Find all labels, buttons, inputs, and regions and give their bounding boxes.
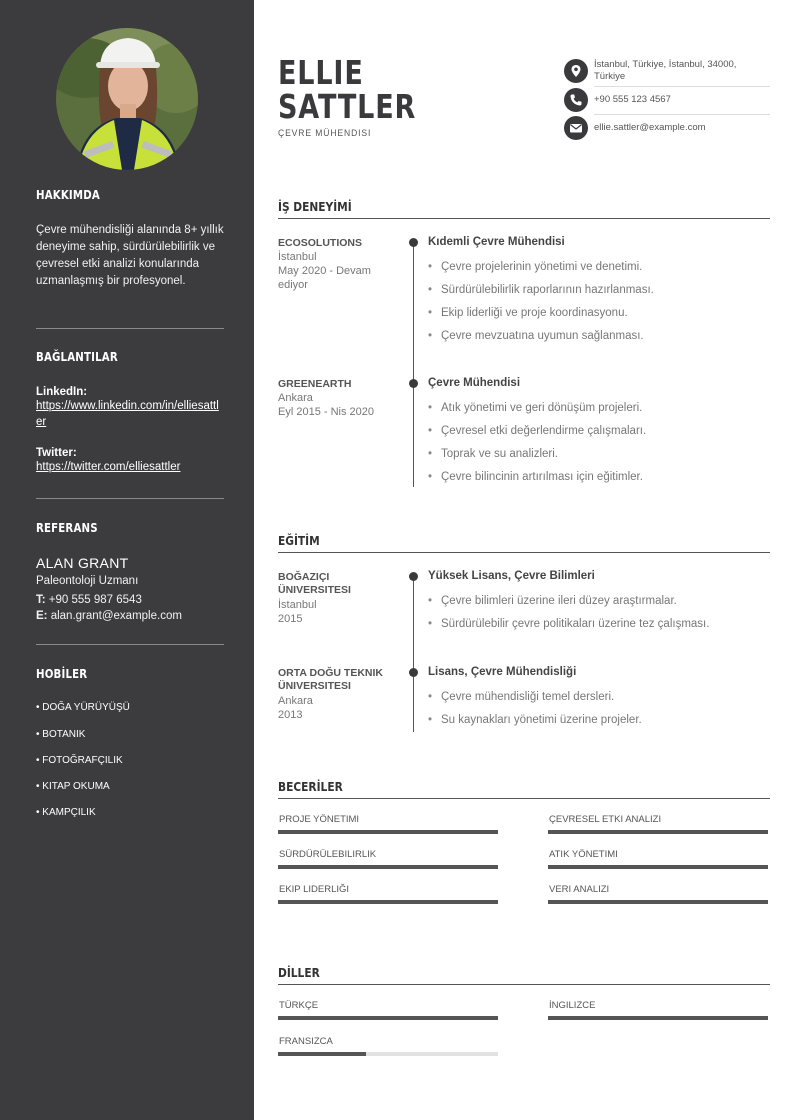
education-school: ORTA DOĞU TEKNIK ÜNIVERSITESI [278,667,383,692]
education-school: BOĞAZIÇI ÜNIVERSITESI [278,571,351,596]
reference-title: REFERANS [36,521,98,535]
experience-bullet: • Çevre projelerinin yönetimi ve denetimi. [428,261,642,273]
skill-name: PROJE YÖNETIMI [279,814,360,825]
skill-bar-fill [278,830,498,834]
email-text[interactable]: ellie.sattler@example.com [594,122,706,133]
phone-icon [564,88,588,112]
skill-bar-fill [548,830,768,834]
reference-section [36,521,224,535]
section-divider [278,552,770,553]
section-divider [278,798,770,799]
skill-bar-track [548,830,768,834]
experience-title: İŞ DENEYİMİ [278,199,352,214]
address-text: İstanbul, Türkiye, İstanbul, 34000, Türkiye [594,59,737,82]
sidebar-divider [36,328,224,329]
languages-title: DİLLER [278,965,320,980]
skill-bar-track [278,830,498,834]
about-body [36,222,224,290]
skill-bar-track [548,900,768,904]
education-bullet: • Su kaynakları yönetimi üzerine projeler. [428,714,642,726]
last-name: SATTLER [278,87,417,126]
language-name: TÜRKÇE [279,1000,319,1011]
skill-name: VERI ANALIZI [549,884,610,895]
language-bar-track [278,1052,498,1056]
language-item [278,1000,498,1020]
experience-bullet: • Çevre bilincinin artırılması için eğitimler. [428,471,643,483]
language-name: FRANSIZCA [279,1036,333,1047]
language-bar-fill [548,1016,768,1020]
hobby-item: • KITAP OKUMA [36,781,110,792]
hobby-item: • DOĞA YÜRÜYÜŞÜ [36,702,130,713]
education-year: 2013 [278,709,303,721]
education-year: 2015 [278,613,303,625]
skill-name: SÜRDÜRÜLEBILIRLIK [279,849,377,860]
mail-icon [564,116,588,140]
section-divider [278,218,770,219]
education-location: İstanbul [278,599,317,611]
experience-dates: May 2020 - Devam ediyor [278,265,371,291]
language-name: İNGILIZCE [549,1000,596,1011]
experience-bullet: • Atık yönetimi ve geri dönüşüm projeleri. [428,402,642,414]
experience-timeline [413,243,414,487]
skill-name: ATIK YÖNETIMI [549,849,618,860]
twitter-block [36,447,224,475]
skills-title: BECERİLER [278,779,343,794]
twitter-link[interactable]: https://twitter.com/elliesattler [36,461,181,473]
candidate-name [278,53,417,126]
skill-item [278,814,498,834]
skill-bar-track [278,900,498,904]
links-title: BAĞLANTILAR [36,350,118,364]
experience-role: Kıdemli Çevre Mühendisi [428,236,565,248]
phone-text: +90 555 123 4567 [594,94,671,105]
education-bullet: • Sürdürülebilir çevre politikaları üzerine tez çalışması. [428,618,709,630]
section-divider [278,984,770,985]
sidebar-divider [36,498,224,499]
experience-org: GREENEARTH [278,378,352,390]
contact-address [564,59,770,83]
skill-item [548,849,768,869]
experience-dates: Eyl 2015 - Nis 2020 [278,406,374,418]
contact-email [564,116,770,140]
reference-phone-label: T: [36,594,46,606]
experience-location: Ankara [278,392,313,404]
links-section [36,350,224,364]
skill-item [548,814,768,834]
skill-bar-track [548,865,768,869]
twitter-label: Twitter: [36,447,77,459]
timeline-dot [409,238,418,247]
reference-email-line [36,608,224,624]
sidebar-divider [36,644,224,645]
hobbies-section [36,667,224,681]
about-section [36,188,224,202]
about-title: HAKKIMDA [36,188,100,202]
hobbies-title: HOBİLER [36,667,88,681]
experience-bullet: • Ekip liderliği ve proje koordinasyonu. [428,307,628,319]
education-title: EĞİTİM [278,533,320,548]
language-item [548,1000,768,1020]
linkedin-block [36,386,224,430]
education-location: Ankara [278,695,313,707]
contact-divider [594,86,770,87]
linkedin-link[interactable]: https://www.linkedin.com/in/elliesattler [36,400,219,428]
education-degree: Yüksek Lisans, Çevre Bilimleri [428,570,595,582]
about-text: Çevre mühendisliği alanında 8+ yıllık deneyime sahip, sürdürülebilirlik ve çevresel etki analizi konularında uzmanlaşmış bir profesyonel. [36,224,224,287]
language-item [278,1036,498,1056]
skill-bar-fill [278,900,498,904]
language-bar-fill [278,1052,366,1056]
skill-name: EKIP LIDERLIĞI [279,884,350,895]
hobby-item: • KAMPÇILIK [36,807,96,818]
profile-photo [56,28,198,170]
contact-phone [564,88,770,112]
reference-name: ALAN GRANT [36,555,129,571]
skill-item [548,884,768,904]
experience-bullet: • Toprak ve su analizleri. [428,448,558,460]
language-bar-fill [278,1016,498,1020]
skill-item [278,884,498,904]
education-degree: Lisans, Çevre Mühendisliği [428,666,577,678]
education-timeline [413,577,414,732]
sidebar [0,0,254,1120]
experience-role: Çevre Mühendisi [428,377,521,389]
skill-bar-track [278,865,498,869]
location-pin-icon [564,59,588,83]
education-bullet: • Çevre mühendisliği temel dersleri. [428,691,614,703]
experience-bullet: • Çevre mevzuatına uyumun sağlanması. [428,330,644,342]
reference-role: Paleontoloji Uzmanı [36,575,139,587]
job-title: ÇEVRE MÜHENDISI [278,128,372,139]
contact-divider [594,114,770,115]
linkedin-label: LinkedIn: [36,386,88,398]
reference-block [36,555,224,624]
reference-phone-line [36,592,224,608]
skill-name: ÇEVRESEL ETKI ANALIZI [549,814,662,825]
experience-bullet: • Çevresel etki değerlendirme çalışmaları. [428,425,646,437]
timeline-dot [409,668,418,677]
reference-email: alan.grant@example.com [50,610,182,622]
experience-org: ECOSOLUTIONS [278,237,363,249]
skill-bar-fill [548,900,768,904]
education-bullet: • Çevre bilimleri üzerine ileri düzey araştırmalar. [428,595,677,607]
first-name: ELLIE [278,53,364,92]
hobby-item: • FOTOĞRAFÇILIK [36,755,123,766]
hobby-item: • BOTANIK [36,729,86,740]
timeline-dot [409,572,418,581]
reference-email-label: E: [36,610,48,622]
experience-bullet: • Sürdürülebilirlik raporlarının hazırlanması. [428,284,654,296]
reference-phone: +90 555 987 6543 [48,594,142,606]
skill-item [278,849,498,869]
skill-bar-fill [548,865,768,869]
language-bar-track [548,1016,768,1020]
skill-bar-fill [278,865,498,869]
experience-location: İstanbul [278,251,317,263]
language-bar-track [278,1016,498,1020]
timeline-dot [409,379,418,388]
